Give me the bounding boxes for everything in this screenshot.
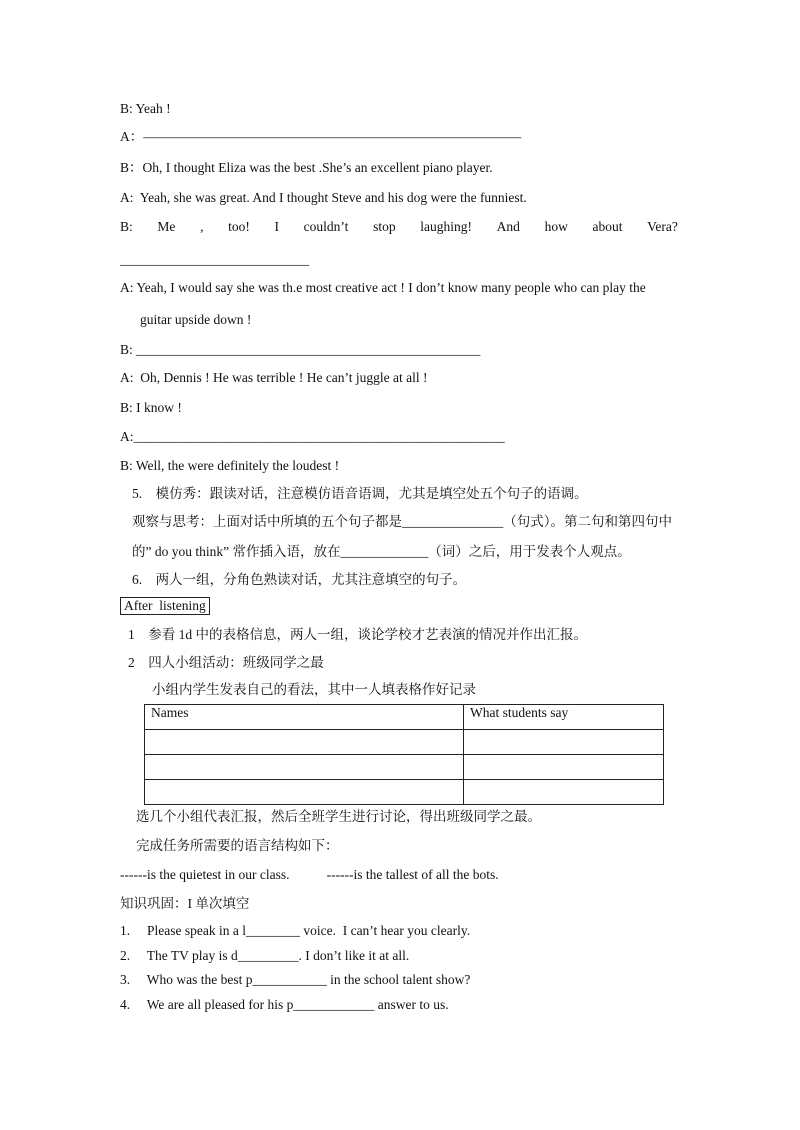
word: stop: [373, 219, 396, 234]
dialogue-line-8: guitar upside down !: [140, 312, 252, 327]
word: Vera?: [647, 219, 678, 234]
after-item-3: 小组内学生发表自己的看法，其中一人填表格作好记录: [152, 682, 476, 697]
table-cell[interactable]: [464, 755, 664, 780]
header-what-students-say: What students say: [464, 705, 664, 730]
dialogue-line-10: A: Oh, Dennis ! He was terrible ! He can’t juggle at all !: [120, 370, 428, 385]
exercise-item-2: 2. The TV play is d_________. I don’t like it at all.: [120, 948, 410, 963]
dialogue-line-7: A: Yeah, I would say she was th.e most creative act ! I don’t know many people who can play the: [120, 280, 646, 295]
word: ,: [200, 219, 204, 234]
after-paragraph-2: 完成任务所需要的语言结构如下：: [136, 838, 339, 853]
after-listening-heading: After listening: [120, 597, 210, 615]
after-item-2: 2 四人小组活动：班级同学之最: [128, 655, 324, 670]
after-paragraph-1: 选几个小组代表汇报，然后全班学生进行讨论，得出班级同学之最。: [136, 809, 541, 824]
exercise-heading: 知识巩固：I 单次填空: [120, 896, 250, 911]
observation-line-2: 的” do you think” 常作插入语，放在_____________（词）之后，用于发表个人观点。: [132, 544, 631, 559]
table-cell[interactable]: [464, 780, 664, 805]
table-row: [145, 780, 664, 805]
exercise-item-4: 4. We are all pleased for his p____________ answer to us.: [120, 997, 449, 1012]
dialogue-line-2: A：————————————————————————————: [120, 129, 522, 144]
dialogue-line-5: [120, 218, 678, 236]
task-5: 5. 模仿秀：跟读对话，注意模仿语音语调，尤其是填空处五个句子的语调。: [132, 486, 588, 501]
table-row: [145, 755, 664, 780]
table-cell[interactable]: [145, 755, 464, 780]
record-table: [144, 704, 664, 805]
dialogue-line-11: B: I know !: [120, 400, 182, 415]
word: about: [592, 219, 623, 234]
after-item-1: 1 参看 1d 中的表格信息，两人一组，谈论学校才艺表演的情况并作出汇报。: [128, 627, 587, 642]
word: I: [274, 219, 280, 234]
table-cell[interactable]: [145, 730, 464, 755]
dialogue-line-4: A: Yeah, she was great. And I thought Steve and his dog were the funniest.: [120, 190, 527, 205]
header-names: Names: [145, 705, 464, 730]
table-cell[interactable]: [145, 780, 464, 805]
dialogue-line-9: B: ___________________________________________________: [120, 342, 481, 357]
table-cell[interactable]: [464, 730, 664, 755]
word: Me: [157, 219, 176, 234]
exercise-item-1: 1. Please speak in a l________ voice. I can’t hear you clearly.: [120, 923, 471, 938]
dialogue-line-13: B: Well, the were definitely the loudest !: [120, 458, 340, 473]
word: couldn’t: [303, 219, 349, 234]
exercise-item-3: 3. Who was the best p___________ in the school talent show?: [120, 972, 471, 987]
word: how: [544, 219, 568, 234]
word: too!: [228, 219, 250, 234]
answer-blank: ____________________________: [120, 252, 309, 267]
language-structure: ------is the quietest in our class. ------is the tallest of all the bots.: [120, 867, 499, 882]
task-6: 6. 两人一组，分角色熟读对话，尤其注意填空的句子。: [132, 572, 467, 587]
table-header-row: [145, 705, 664, 730]
observation-line-1: 观察与思考：上面对话中所填的五个句子都是_______________（句式）。第二句和第四句中: [132, 514, 672, 529]
table-row: [145, 730, 664, 755]
word: laughing!: [420, 219, 472, 234]
dialogue-line-12: A:_______________________________________________________: [120, 429, 505, 444]
dialogue-line-1: B: Yeah !: [120, 101, 171, 116]
word: And: [496, 219, 520, 234]
word: B:: [120, 219, 133, 234]
dialogue-line-3: B：Oh, I thought Eliza was the best .She’s an excellent piano player.: [120, 160, 493, 175]
